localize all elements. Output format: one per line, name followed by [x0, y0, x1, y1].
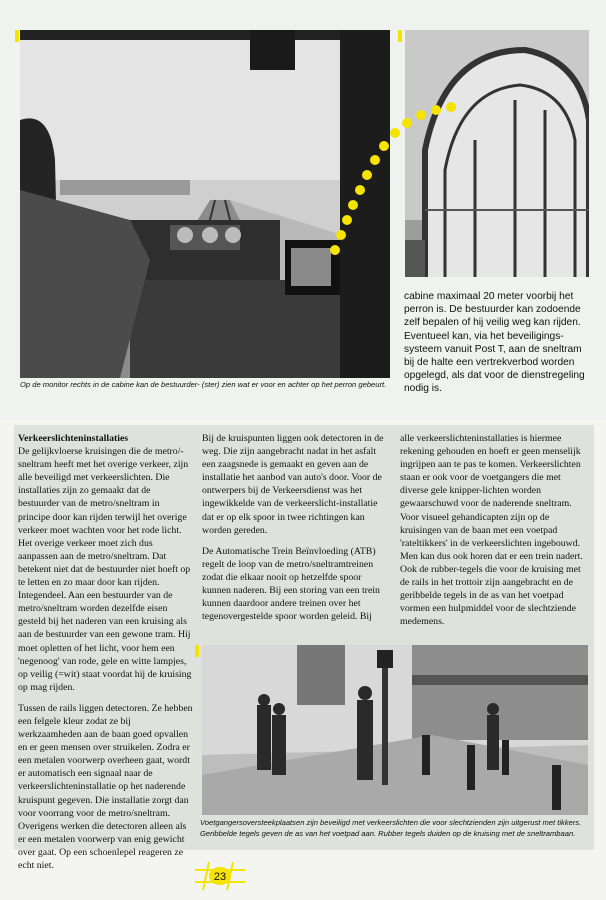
paragraph: De gelijkvloerse kruisingen die de metro/-sneltram heeft met het overige verkeer, zijn alle beveiligd met verkeerslichten. Die installaties zijn zo gemaakt dat de bestuurder van de metro/sneltram in principe door kan rijden terwijl het overige verkeer moet wachten voor het rode licht. Het overige verkeer moet zich dus aanpassen aan de metro/sneltram. Dat betekent niet dat de bestuurder niet hoeft op te letten en zo maar door kan rijden. Integendeel. Aan een bestuurder van de metro/sneltram worden dezelfde eisen gesteld bij het naderen van een kruising als aan de bestuurder van een gewone tram. Hij moet opletten of het licht, voor hem een 'negenoog' van rode, gele en witte lampjes, op veilig (=wit) staat voordat hij de kruising op mag rijden.	[18, 446, 192, 693]
section-title: Verkeerslichteninstallaties	[18, 433, 129, 444]
page-number-badge	[195, 862, 245, 890]
page-number: 23	[213, 871, 227, 883]
text-column-2	[202, 432, 389, 631]
dotted-connector	[325, 95, 465, 260]
paragraph: alle verkeerslichteninstallaties is hiermee rekening gehouden en hoeft er geen menselijk ingrijpen aan te pas te komen. Verkeerslichten staan er ook voor de voetgangers die met diverse gele knipper-lichten worden gewaarschuwd voor de naderende sneltram. Voor visueel gehandicapten zijn op de kruisingen van de baan met een voetpad 'rateltikkers' in de verkeerslichten ingebouwd. Men kan dus ook horen dat er een trein nadert. Ook de rubber-tegels die voor de kruising met de rails in het trottoir zijn aangebracht en de geribbelde tegels in de as van het voetpad vormen een hulpmiddel voor de slechtziende medemens.	[400, 433, 583, 628]
yellow-marker	[195, 645, 199, 657]
paragraph: Bij de kruispunten liggen ook detectoren in de weg. Die zijn aangebracht nadat in het asfalt een zaagsnede is gemaakt en geven aan de installatie het aanbod van auto's door. Voor de ontwerpers bij de Verkeersdienst was het ingewikkelde van de verkeerslicht-installatie dat er op elk spoor in twee richtingen kan worden gereden.	[202, 433, 384, 536]
caption-bottom: Voetgangersoversteekplaatsen zijn beveiligd met verkeerslichten die voor slechtzienden zijn uitgerust met tikkers. Geribbelde tegels geven de as van het voetpad aan. Rubber tegels duiden op de kruising met de sneltrambaan.	[200, 818, 582, 838]
yellow-marker	[15, 30, 19, 42]
caption-top: Op de monitor rechts in de cabine kan de bestuurder- (ster) zien wat er voor en achter op het perron gebeurt.	[20, 380, 387, 389]
text-column-3	[400, 432, 590, 636]
paragraph: Tussen de rails liggen detectoren. Ze hebben een felgele kleur zodat ze bij werkzaamheden aan de baan goed opvallen en er geen mensen over struikelen. Zodra er een metalen voorwerp overheen gaat, wordt er automatisch een signaal naar de verkeerslichteninstallatie op het naderende kruispunt gegeven. Die installatie zorgt dan voor voorrang voor de metro/sneltram. Overigens werken die detectoren alleen als er een metalen voorwerp van enig gewicht over gaat. Op een schoenlepel reageren ze echt niet.	[18, 702, 193, 871]
photo-crossing	[202, 645, 588, 815]
text-column-1	[18, 432, 193, 880]
text-block-top-right: cabine maximaal 20 meter voorbij het perron is. De bestuurder kan zodoende zelf bepalen of hij veilig weg kan rijden. Eventueel kan, via het beveiligings-systeem vanuit Post T, aan de sneltram bij de halte een vertrekverbod worden opgelegd, als dat voor de dienstregeling nodig is.	[404, 291, 585, 395]
yellow-marker	[398, 30, 402, 42]
paragraph: De Automatische Trein Beïnvloeding (ATB) regelt de loop van de metro/sneltramtreinen zodat die elkaar nooit op hetzelfde spoor kunnen naderen. Bij een storing van een trein kunnen daardoor andere treinen over het tegenovergestelde spoor worden geleid. Bij	[202, 545, 380, 623]
